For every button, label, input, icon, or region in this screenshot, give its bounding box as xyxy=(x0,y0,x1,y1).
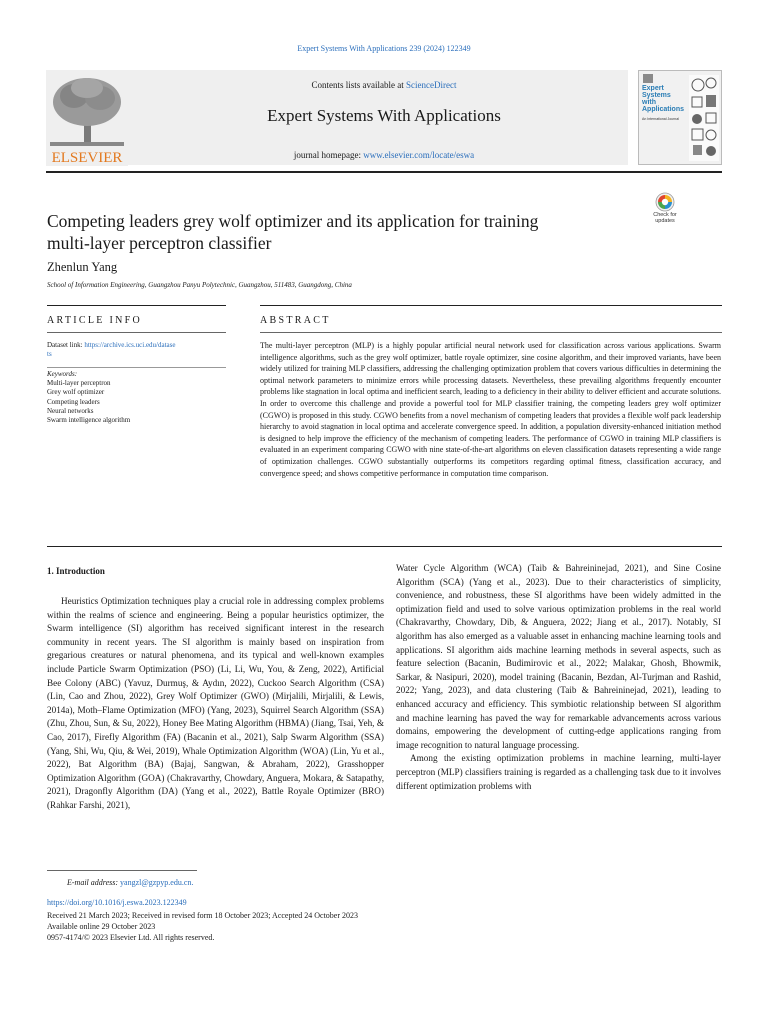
abstract-bottom-rule xyxy=(47,546,722,547)
info-sub-rule xyxy=(47,332,226,333)
abstract-top-rule xyxy=(260,305,722,306)
article-info-heading: ARTICLE INFO xyxy=(47,315,143,326)
email-link[interactable]: yangzl@gzpyp.edu.cn. xyxy=(120,878,194,887)
check-for-updates-button[interactable] xyxy=(643,192,687,230)
keywords-label: Keywords: xyxy=(47,370,78,378)
cover-artwork-icon xyxy=(689,75,719,161)
keyword-item: Neural networks xyxy=(47,406,94,415)
author-name[interactable]: Zhenlun Yang xyxy=(47,260,118,274)
available-online: Available online 29 October 2023 xyxy=(47,922,156,931)
cover-subtitle: An International Journal xyxy=(642,117,679,121)
badge-line-1: Check for xyxy=(653,212,677,218)
keywords-rule xyxy=(47,367,226,368)
abstract-text: The multi-layer perceptron (MLP) is a highly popular artificial neural network used for classification across various applications. Swarm intelligence algorithms, such as the grey wolf optimizer, battle royale optimizer, sine cosine algorithm, and their improved variants, have been widely utilized for training MLP classifiers, addressing the challenging optimization problem that covers various difficulties in determining the optimal network parameters to minimize errors while processing datasets. Nevertheless, these prevailing algorithms frequently encounter problems like stagnation in local optima and inefficient search, leading to a deficiency in their ability to deliver efficient and accurate solutions. In order to overcome this challenge and provide a powerful tool for MLP classifier training, the competing leaders grey wolf optimizer (CGWO) is proposed in this study. CGWO benefits from a novel mechanism of competing leaders that provides a flexible wolf pack leadership hierarchy to avoid stagnation in local optima and accelerate convergence speed. In addition, a population diversity-enhanced initiation method is designed to help improve the efficiency of the mechanism of competing leaders. The performance of CGWO in training MLP classifiers is evaluated in an experiment comparing CGWO with nine state-of-the-art algorithms on eleven classification datasets representing a wide range of optimization challenges. CGWO substantially outperforms its competitors regarding optimal fitness, classification accuracy, and convergence speed; and shows competitive performance in computation time comparison. xyxy=(260,341,721,478)
intro-paragraph: Heuristics Optimization techniques play a crucial role in addressing complex problems within the realms of science and engineering. Being a popular heuristics optimizer, the Swarm intelligence (SI) algorithm has received significant interest in the research community in recent years. The SI algorithm is mainly based on inspiration from gregarious creatures or natural phenomena, and its typical and well-known examples include Particle Swarm Optimization (PSO) (Li, Li, Wu, You, & Zeng, 2022), Artificial Bee Colony (ABC) (Yavuz, Durmuş, & Aydın, 2022), Cuckoo Search Algorithm (CSA) (Lin, Cao and Zhou, 2022), Grey Wolf Optimizer (GWO) (Mirjalili, Mirjalili, & Lewis, 2014a), Moth–Flame Optimization (MFO) (Yang, 2023), Squirrel Search Algorithm (SSA) (Zhu, Zhou, Sun, & Su, 2022), Honey Bee Mating Algorithm (HBMA) (Jiang, Tsai, Yeh, & Cao, 2017), Firefly Algorithm (FA) (Bacanin et al., 2021), Salp Swarm Algorithm (SSA) (Yang, Shi, Wu, Qiu, & Wei, 2019), Whale Optimization Algorithm (WOA) (Lin, Yu et al., 2022), Bat Algorithm (BA) (Bajaj, Sangwan, & Abraham, 2022), Grasshopper Optimization Algorithm (GOA) (Chakravarthy, Chowdary, Anguera, Mokara, & Satapathy, 2021), Dragonfly Algorithm (DA) (Yang et al., 2022), Battle Royale Optimizer (BRO) (Rahkar Farshi, 2021), xyxy=(47,596,384,810)
article-title: Competing leaders grey wolf optimizer and its application for training multi-layer perceptron classifier xyxy=(47,211,539,253)
elsevier-logo xyxy=(46,72,128,166)
journal-cover[interactable] xyxy=(638,70,722,165)
copyright: 0957-4174/© 2023 Elsevier Ltd. All rights reserved. xyxy=(47,933,215,942)
dataset-link[interactable]: https://archive.ics.uci.edu/datase xyxy=(84,341,176,349)
check-updates-icon xyxy=(643,192,687,212)
elsevier-tree-icon xyxy=(46,72,128,166)
info-top-rule xyxy=(47,305,226,306)
elsevier-mini-logo-icon xyxy=(643,74,653,83)
journal-title: Expert Systems With Applications xyxy=(267,106,501,125)
abstract-sub-rule xyxy=(260,332,722,333)
footnote-rule xyxy=(47,870,197,871)
sciencedirect-link[interactable]: ScienceDirect xyxy=(406,80,457,90)
svg-text:ELSEVIER: ELSEVIER xyxy=(51,150,123,166)
introduction-heading: 1. Introduction xyxy=(47,566,105,576)
email-footnote: E-mail address: yangzl@gzpyp.edu.cn. xyxy=(67,878,194,887)
keyword-item: Multi-layer perceptron xyxy=(47,379,111,388)
intro-left-column xyxy=(47,595,384,813)
journal-homepage: journal homepage: www.elsevier.com/locate/eswa xyxy=(293,150,475,160)
journal-citation[interactable]: Expert Systems With Applications 239 (2024) 122349 xyxy=(297,44,471,53)
doi-link[interactable]: https://doi.org/10.1016/j.eswa.2023.122349 xyxy=(47,898,187,907)
dataset-link-block: Dataset link: https://archive.ics.uci.edu/datase ts xyxy=(47,341,176,359)
badge-line-2: updates xyxy=(655,218,675,224)
cover-title: Expert Systems with Applications xyxy=(642,85,685,113)
author-affiliation: School of Information Engineering, Guangzhou Panyu Polytechnic, Guangzhou, 511483, Guangdong, China xyxy=(47,281,352,289)
received-dates: Received 21 March 2023; Received in revised form 18 October 2023; Accepted 24 October 2023 xyxy=(47,911,359,920)
keyword-item: Competing leaders xyxy=(47,397,100,406)
dataset-link-cont[interactable]: ts xyxy=(47,350,52,359)
abstract-heading: ABSTRACT xyxy=(260,315,331,326)
contents-available: Contents lists available at ScienceDirect xyxy=(311,80,457,90)
keywords-block xyxy=(47,370,227,425)
intro-paragraph: Water Cycle Algorithm (WCA) (Taib & Bahreininejad, 2021), and Sine Cosine Algorithm (SCA) (Yang et al., 2023). Due to their characteristics of simplicity, convenience, and robustness, these SI algorithms have been widely admitted in the optimization field and used to solve various optimization problems in the real world (Chakravarthy, Chowdary, Dib, & Anguera, 2022; Jiang et al., 2017). Notably, SI algorithm has also emerged as a valuable asset in enhancing machine learning tools and applications. SI algorithm aids machine learning methods in several aspects, such as feature selection (Bacanin, Budimirovic et al., 2022; Malakar, Ghosh, Bhowmik, Sarkar, & Nasipuri, 2020), model training (Bacanin, Bezdan, Al-Turjman and Rashid, 2022; Yang, 2023), and data clustering (Taib & Bahreininejad, 2021), leading to enhanced accuracy and efficiency. This symbiotic relationship between SI algorithm and machine learning has paved the way for remarkable advancements across various domains, empowering the development of cutting-edge applications ranging from image recognition to natural language processing. xyxy=(396,563,721,750)
intro-paragraph: Among the existing optimization problems in machine learning, multi-layer perceptron (MLP) classifiers training is regarded as a challenging task due to it involves different optimization problems with xyxy=(396,753,721,791)
keyword-item: Swarm intelligence algorithm xyxy=(47,416,131,425)
intro-right-column xyxy=(396,562,721,793)
header-rule xyxy=(46,171,722,173)
keyword-item: Grey wolf optimizer xyxy=(47,388,105,397)
homepage-link[interactable]: www.elsevier.com/locate/eswa xyxy=(363,150,475,160)
